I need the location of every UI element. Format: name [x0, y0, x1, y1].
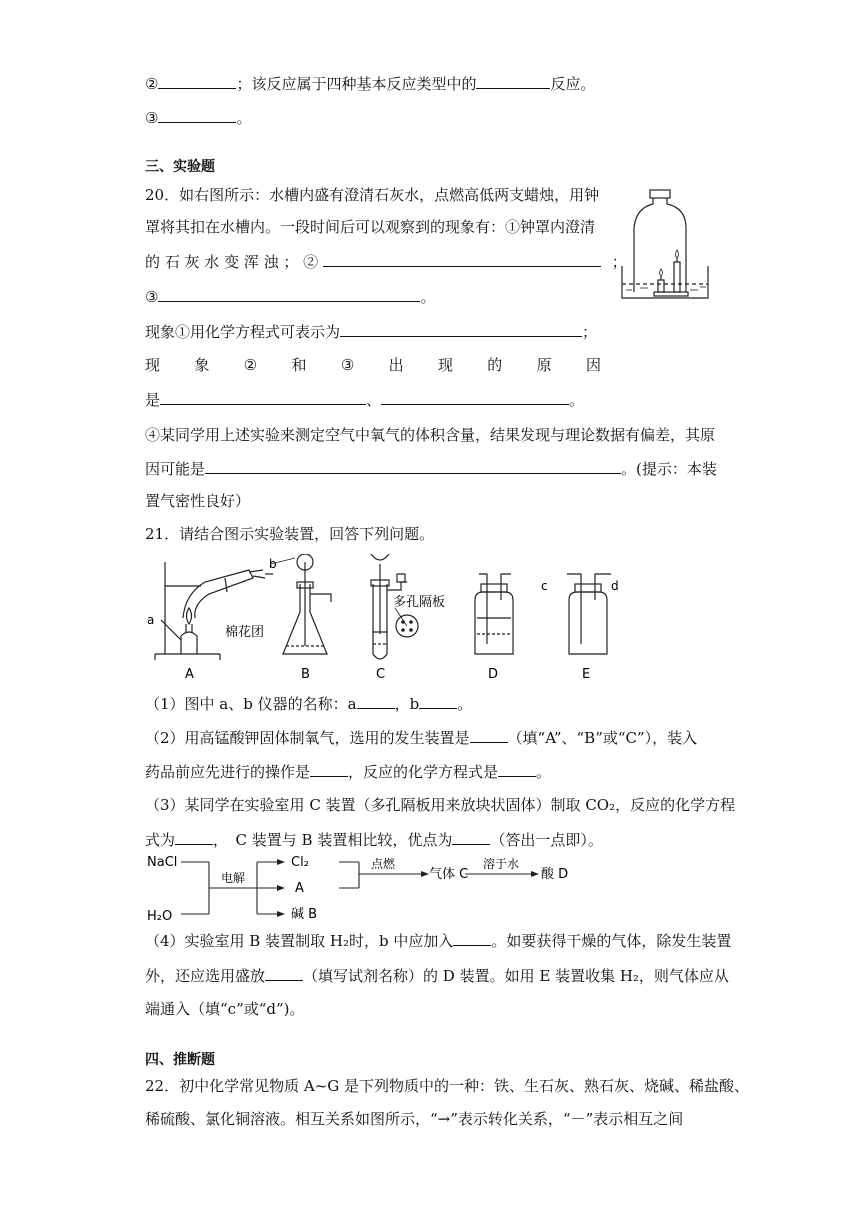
- q21-text: ，b: [394, 695, 420, 713]
- q20-word: 现: [437, 356, 453, 374]
- label-d: d: [611, 579, 619, 593]
- answer-blank[interactable]: [175, 828, 213, 845]
- flow-acid-d: 酸 D: [541, 867, 569, 882]
- q20-line-1: 20．如右图所示：水槽内盛有澄清石灰水，点燃高低两支蜡烛，用钟: [145, 186, 600, 204]
- q19-text: 反应。: [550, 75, 596, 93]
- answer-blank[interactable]: [310, 760, 348, 777]
- q20-text: ③: [145, 288, 159, 306]
- answer-blank[interactable]: [498, 760, 536, 777]
- flow-nacl: NaCl: [147, 855, 178, 870]
- q21-text: （填“A”、“B”或“C”），装入: [507, 729, 698, 747]
- answer-blank[interactable]: [357, 692, 395, 709]
- answer-blank[interactable]: [453, 929, 491, 946]
- label-b: b: [269, 557, 277, 571]
- answer-blank[interactable]: [470, 726, 508, 743]
- flow-substance-a: A: [295, 881, 304, 896]
- q19-text: 。: [236, 109, 252, 127]
- q20-word: 象: [194, 356, 210, 374]
- answer-blank[interactable]: [419, 692, 457, 709]
- q20-word: ③: [340, 356, 355, 374]
- flow-base-b: 碱 B: [291, 907, 318, 922]
- q19-line-3: [145, 106, 251, 129]
- label-apparatus-D: D: [488, 667, 499, 682]
- section-4-heading: 四、推断题: [145, 1052, 215, 1068]
- q20-word: 出: [388, 356, 404, 374]
- q20-text: 。: [569, 391, 585, 409]
- q21-text: 。如要获得干燥的气体，除发生装置: [491, 932, 732, 950]
- q21-text: 。: [457, 695, 473, 713]
- electrolysis-flow-diagram: [145, 852, 585, 924]
- label-a: a: [147, 613, 155, 627]
- q21-text: 药品前应先进行的操作是: [145, 763, 311, 781]
- q19-line-2: [145, 72, 595, 95]
- q20-line-3: [145, 250, 627, 273]
- q21-part-4-line-3: 端通入（填“c”或“d”)。: [145, 1000, 305, 1018]
- q20-text: 、: [366, 391, 382, 409]
- q21-text: ， C 装置与 B 装置相比较，优点为: [213, 831, 453, 849]
- q20-line-10: 置气密性良好）: [145, 492, 251, 510]
- label-apparatus-A: A: [185, 667, 194, 682]
- flow-ignite-label: 点燃: [371, 857, 396, 871]
- answer-blank[interactable]: [158, 285, 420, 302]
- lab-apparatus-figure: [145, 554, 623, 682]
- q22-line-1: 22．初中化学常见物质 A~G 是下列物质中的一种：铁、生石灰、熟石灰、烧碱、稀盐酸、: [145, 1077, 750, 1095]
- q21-text: （1）图中 a、b 仪器的名称：a: [145, 695, 357, 713]
- flow-cl2: Cl₂: [291, 855, 309, 870]
- q22-line-2: 稀硫酸、氯化铜溶液。相互关系如图所示，“→”表示转化关系，“－”表示相互之间: [145, 1110, 684, 1128]
- flow-dissolve-label: 溶于水: [483, 857, 520, 871]
- q20-text: 因可能是: [145, 460, 206, 478]
- q21-text: （填写试剂名称）的 D 装置。如用 E 装置收集 H₂，则气体应从: [303, 967, 729, 985]
- q20-word: 的: [487, 356, 503, 374]
- q20-text: 。: [420, 288, 436, 306]
- label-porous-plate: 多孔隔板: [393, 595, 446, 610]
- answer-blank[interactable]: [158, 106, 236, 123]
- flow-h2o: H₂O: [147, 909, 173, 924]
- answer-blank[interactable]: [205, 457, 621, 474]
- q19-item-3-number: ③: [145, 109, 159, 127]
- q21-part-1: [145, 692, 472, 715]
- label-c: c: [541, 579, 548, 593]
- q20-line-2: 罩将其扣在水槽内。一段时间后可以观察到的现象有：①钟罩内澄清: [145, 218, 596, 236]
- answer-blank[interactable]: [381, 388, 569, 405]
- answer-blank[interactable]: [265, 964, 303, 981]
- q20-word: 原: [536, 356, 552, 374]
- q21-text: ，反应的化学方程式是: [348, 763, 499, 781]
- answer-blank[interactable]: [452, 828, 490, 845]
- q21-text: （2）用高锰酸钾固体制氧气，选用的发生装置是: [145, 729, 470, 747]
- section-3-heading: 三、实验题: [145, 159, 215, 175]
- q20-text: 。(提示：本装: [621, 460, 717, 478]
- flow-electrolysis-label: 电解: [221, 871, 246, 885]
- answer-blank[interactable]: [158, 72, 236, 89]
- label-apparatus-E: E: [582, 667, 591, 682]
- answer-blank[interactable]: [160, 388, 366, 405]
- q19-text: ；该反应属于四种基本反应类型中的: [236, 75, 477, 93]
- q20-word: 因: [585, 356, 601, 374]
- q20-text: ；: [611, 253, 627, 271]
- q21-text: （4）实验室用 B 装置制取 H₂时，b 中应加入: [145, 932, 454, 950]
- q21-part-2-line-2: [145, 760, 551, 783]
- q21-part-4-line-2: [145, 964, 729, 987]
- q20-text: 是: [145, 391, 161, 409]
- q20-word: ②: [243, 356, 258, 374]
- answer-blank[interactable]: [476, 72, 550, 89]
- q21-text: 外，还应选用盛放: [145, 967, 266, 985]
- q21-text: 。: [536, 763, 552, 781]
- q20-line-9: [145, 457, 717, 480]
- q21-part-4-line-1: [145, 929, 731, 952]
- q20-line-5: [145, 320, 597, 343]
- q20-word: 现: [145, 356, 161, 374]
- answer-blank[interactable]: [340, 320, 582, 337]
- label-cotton: 棉花团: [225, 625, 265, 640]
- q21-text: 式为: [145, 831, 176, 849]
- q21-part-2-line-1: [145, 726, 697, 749]
- q20-line-4: [145, 285, 435, 308]
- q21-text: （答出一点即）。: [490, 831, 603, 849]
- label-apparatus-C: C: [376, 667, 386, 682]
- q20-text: ；: [582, 323, 598, 341]
- q20-line-8: ④某同学用上述实验来测定空气中氧气的体积含量，结果发现与理论数据有偏差，其原: [145, 426, 716, 444]
- q20-line-7: [145, 388, 584, 411]
- q21-part-3-line-2: [145, 828, 603, 851]
- q20-word: 和: [291, 356, 307, 374]
- bell-jar-candle-figure: [620, 188, 712, 304]
- label-apparatus-B: B: [301, 667, 310, 682]
- flow-gas-c: 气体 C: [429, 867, 469, 882]
- q20-text: 的 石 灰 水 变 浑 浊 ； ②: [145, 253, 319, 271]
- q21-part-3-line-1: （3）某同学在实验室用 C 装置（多孔隔板用来放块状固体）制取 CO₂，反应的化学方程: [145, 796, 736, 814]
- q20-text: 现象①用化学方程式可表示为: [145, 323, 341, 341]
- q19-item-2-number: ②: [145, 75, 159, 93]
- q21-intro: 21．请结合图示实验装置，回答下列问题。: [145, 525, 435, 543]
- q20-line-6: [145, 354, 601, 376]
- answer-blank[interactable]: [323, 250, 601, 267]
